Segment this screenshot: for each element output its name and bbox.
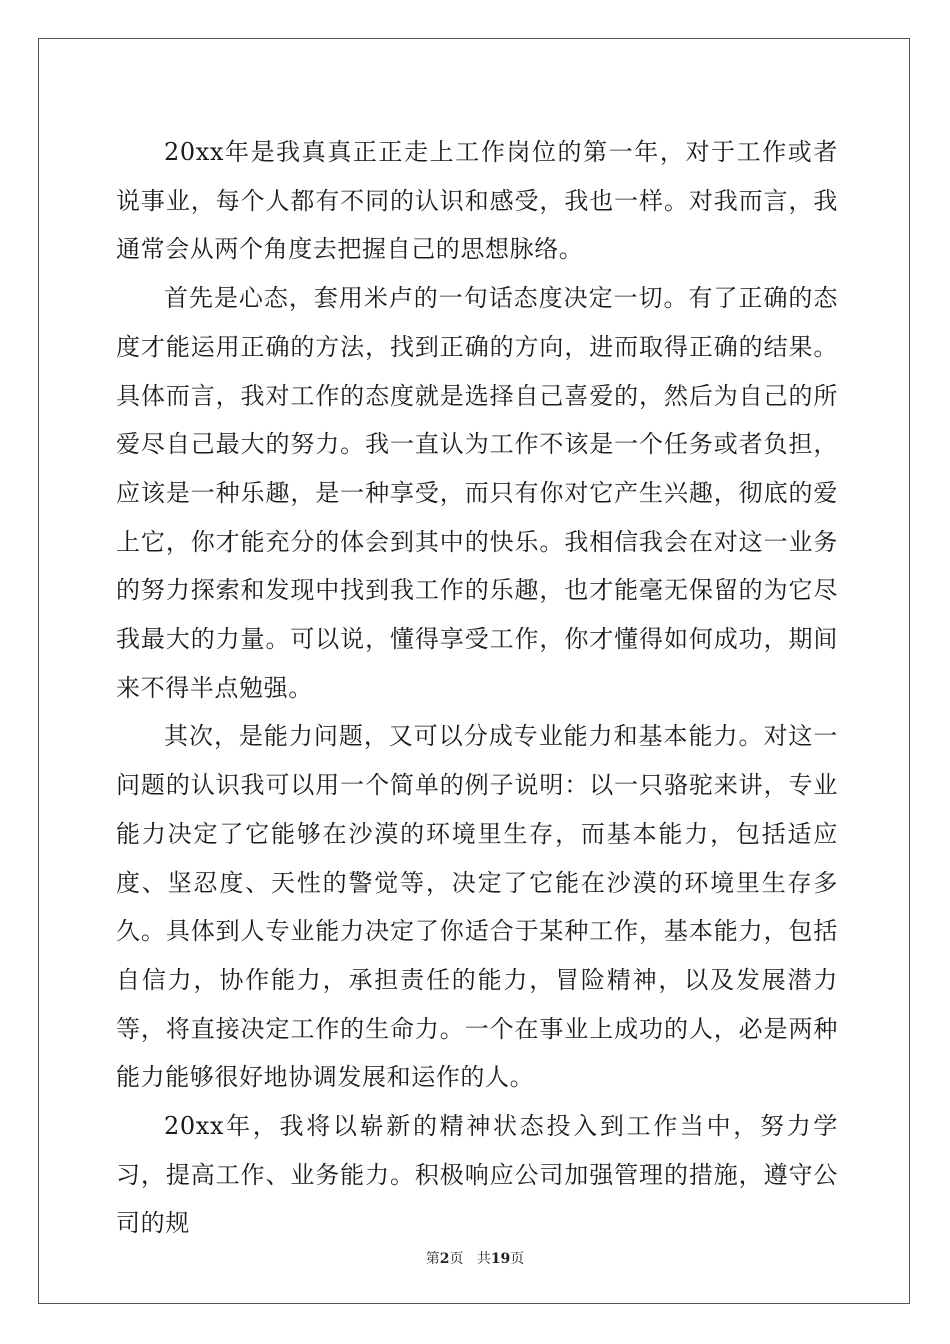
page-prefix: 第 (425, 1251, 440, 1267)
paragraph-1: 20xx年是我真真正正走上工作岗位的第一年，对于工作或者说事业，每个人都有不同的认识和感受，我也一样。对我而言，我通常会从两个角度去把握自己的思想脉络。 (116, 138, 838, 264)
total-pages: 19 (490, 1251, 511, 1267)
total-prefix: 共 (476, 1251, 491, 1267)
paragraph-4: 20xx年，我将以崭新的精神状态投入到工作当中，努力学习，提高工作、业务能力。积极响应公司加强管理的措施，遵守公司的规 (116, 1112, 838, 1238)
footer-spacer (463, 1251, 476, 1267)
total-suffix: 页 (510, 1251, 525, 1267)
page-footer (0, 1248, 950, 1268)
paragraph-3: 其次，是能力问题，又可以分成专业能力和基本能力。对这一问题的认识我可以用一个简单的例子说明：以一只骆驼来讲，专业能力决定了它能够在沙漠的环境里生存，而基本能力，包括适应度、坚忍度、天性的警觉等，决定了它能在沙漠的环境里生存多久。具体到人专业能力决定了你适合于某种工作，基本能力，包括自信力，协作能力，承担责任的能力，冒险精神，以及发展潜力等，将直接决定工作的生命力。一个在事业上成功的人，必是两种能力能够很好地协调发展和运作的人。 (116, 722, 838, 1092)
document-body (116, 128, 838, 1248)
page-suffix: 页 (449, 1251, 464, 1267)
page-number: 2 (439, 1251, 450, 1267)
paragraph-2: 首先是心态，套用米卢的一句话态度决定一切。有了正确的态度才能运用正确的方法，找到正确的方向，进而取得正确的结果。具体而言，我对工作的态度就是选择自己喜爱的，然后为自己的所爱尽自己最大的努力。我一直认为工作不该是一个任务或者负担，应该是一种乐趣，是一种享受，而只有你对它产生兴趣，彻底的爱上它，你才能充分的体会到其中的快乐。我相信我会在对这一业务的努力探索和发现中找到我工作的乐趣，也才能毫无保留的为它尽我最大的力量。可以说，懂得享受工作，你才懂得如何成功，期间来不得半点勉强。 (116, 284, 838, 702)
